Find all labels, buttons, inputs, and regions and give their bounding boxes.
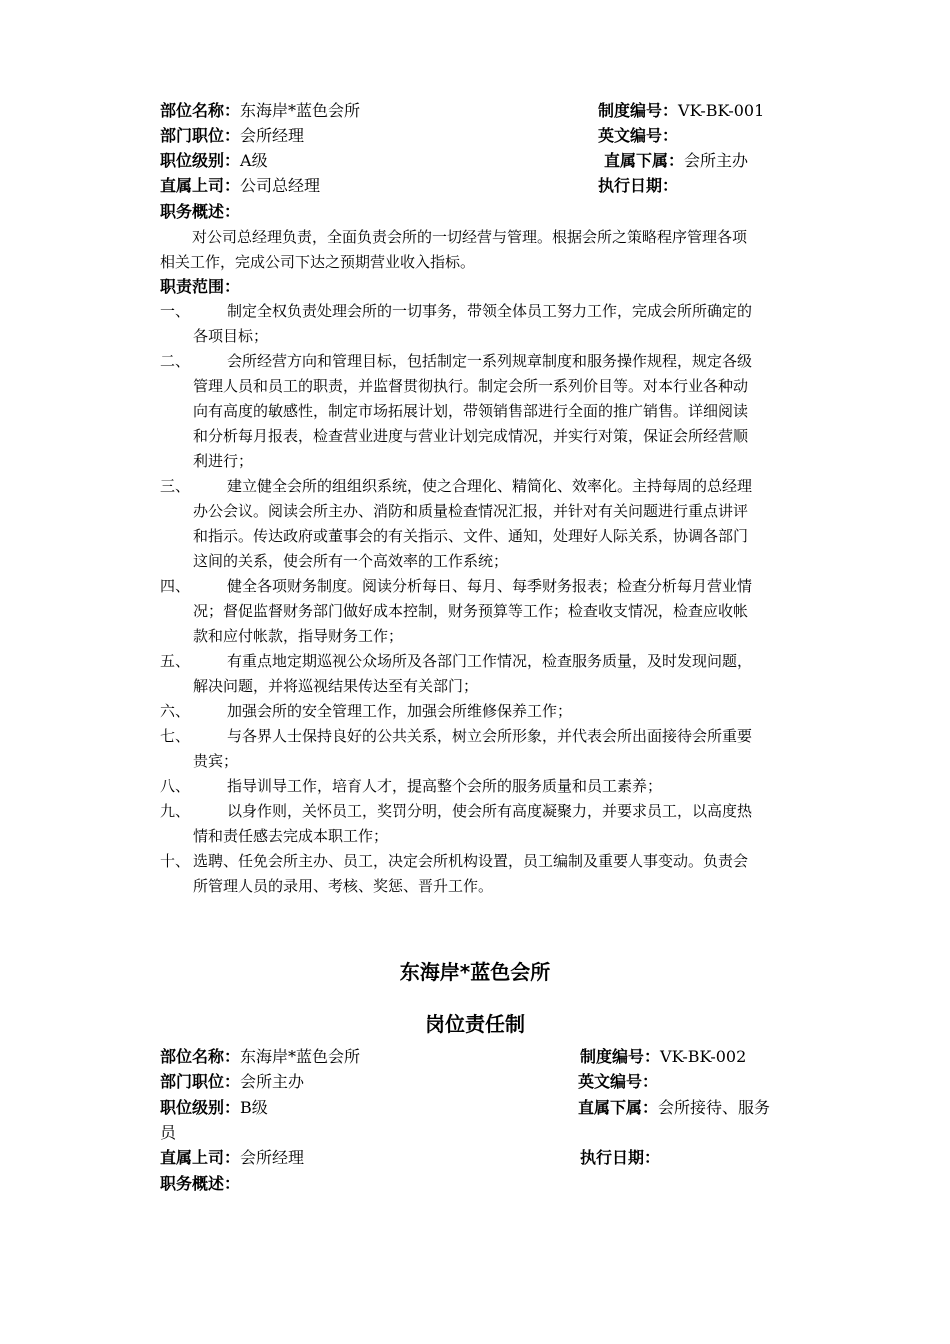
code-label: 制度编号： (598, 101, 679, 120)
item-line: 建立健全会所的组组织系统，使之合理化、精简化、效率化。主持每周的总经理 (227, 477, 753, 495)
item-line: 以身作则，关怀员工，奖罚分明，使会所有高度凝聚力，并要求员工，以高度热 (227, 802, 753, 820)
overview-line: 相关工作，完成公司下达之预期营业收入指标。 (160, 253, 476, 271)
dept-name-field (160, 1045, 360, 1069)
eng-code-field (598, 124, 678, 148)
scope-heading: 职责范围： (160, 277, 241, 296)
subordinate-value-wrap: 员 (160, 1123, 177, 1142)
subordinate-label: 直属下属： (604, 151, 685, 170)
scope-item (193, 799, 819, 849)
dept-name-value: 东海岸*蓝色会所 (240, 101, 361, 120)
level-label: 职位级别： (160, 151, 241, 170)
item-number: 七、 (160, 727, 191, 745)
subordinate-label: 直属下属： (578, 1098, 659, 1117)
code-value: VK-BK-002 (660, 1047, 747, 1066)
scope-item (193, 349, 819, 474)
item-line: 选聘、任免会所主办、员工，决定会所机构设置，员工编制及重要人事变动。负责会 (193, 852, 749, 870)
position-field (160, 1070, 304, 1094)
level-value: B级 (240, 1098, 268, 1117)
item-number: 五、 (160, 652, 191, 670)
subordinate-value: 会所主办 (684, 151, 749, 170)
superior-label: 直属上司： (160, 176, 241, 195)
superior-field (160, 1146, 304, 1170)
exec-date-field (580, 1146, 660, 1170)
item-number: 八、 (160, 777, 191, 795)
item-number: 十、 (160, 852, 191, 870)
subordinate-value: 会所接待、服务 (658, 1098, 771, 1117)
overview-text (160, 225, 820, 275)
item-line: 利进行； (193, 452, 254, 470)
subordinate-field (578, 1096, 770, 1120)
item-line: 款和应付帐款，指导财务工作； (193, 627, 404, 645)
item-line: 和分析每月报表，检查营业进度与营业计划完成情况，并实行对策，保证会所经营顺 (193, 427, 749, 445)
subordinate-wrap (160, 1121, 176, 1145)
item-line: 和指示。传达政府或董事会的有关指示、文件、通知，处理好人际关系，协调各部门 (193, 527, 749, 545)
level-field (160, 1096, 268, 1120)
overview-heading: 职务概述： (160, 202, 241, 221)
eng-code-label: 英文编号： (578, 1072, 659, 1091)
item-line: 制定全权负责处理会所的一切事务，带领全体员工努力工作，完成会所所确定的 (227, 302, 753, 320)
item-number: 二、 (160, 352, 191, 370)
item-line: 向有高度的敏感性，制定市场拓展计划，带领销售部进行全面的推广销售。详细阅读 (193, 402, 749, 420)
item-line: 指导训导工作，培育人才，提高整个会所的服务质量和员工素养； (227, 777, 663, 795)
exec-date-label: 执行日期： (580, 1148, 661, 1167)
eng-code-label: 英文编号： (598, 126, 679, 145)
item-line: 所管理人员的录用、考核、奖惩、晋升工作。 (193, 877, 494, 895)
doc-subtitle: 岗位责任制 (425, 1012, 525, 1036)
overview-heading: 职务概述： (160, 1174, 241, 1193)
position-value: 会所主办 (240, 1072, 305, 1091)
scope-item (193, 774, 819, 799)
superior-label: 直属上司： (160, 1148, 241, 1167)
item-number: 一、 (160, 302, 191, 320)
eng-code-field (578, 1070, 658, 1094)
superior-field (160, 174, 320, 198)
item-line: 况；督促监督财务部门做好成本控制，财务预算等工作；检查收支情况，检查应收帐 (193, 602, 749, 620)
exec-date-label: 执行日期： (598, 176, 679, 195)
subordinate-field (604, 149, 748, 173)
item-line: 办公会议。阅读会所主办、消防和质量检查情况汇报，并针对有关问题进行重点讲评 (193, 502, 749, 520)
item-number: 六、 (160, 702, 191, 720)
level-field (160, 149, 268, 173)
code-field (580, 1045, 746, 1069)
position-label: 部门职位： (160, 1072, 241, 1091)
exec-date-field (598, 174, 678, 198)
item-line: 加强会所的安全管理工作，加强会所维修保养工作； (227, 702, 573, 720)
scope-item (193, 699, 819, 724)
code-label: 制度编号： (580, 1047, 661, 1066)
item-line: 解决问题，并将巡视结果传达至有关部门； (193, 677, 479, 695)
item-line: 贵宾； (193, 752, 239, 770)
item-line: 与各界人士保持良好的公共关系，树立会所形象，并代表会所出面接待会所重要 (227, 727, 753, 745)
dept-name-value: 东海岸*蓝色会所 (240, 1047, 361, 1066)
dept-name-label: 部位名称： (160, 1047, 241, 1066)
position-field (160, 124, 304, 148)
scope-item (193, 574, 819, 649)
position-value: 会所经理 (240, 126, 305, 145)
item-number: 四、 (160, 577, 191, 595)
code-value: VK-BK-001 (678, 101, 765, 120)
item-line: 管理人员和员工的职责，并监督贯彻执行。制定会所一系列价目等。对本行业各种动 (193, 377, 749, 395)
dept-name-label: 部位名称： (160, 101, 241, 120)
scope-item (193, 299, 819, 349)
scope-item (193, 849, 819, 899)
item-line: 各项目标； (193, 327, 269, 345)
doc-title: 东海岸*蓝色会所 (399, 960, 551, 984)
level-label: 职位级别： (160, 1098, 241, 1117)
item-line: 这间的关系，使会所有一个高效率的工作系统； (193, 552, 509, 570)
scope-item (193, 649, 819, 699)
item-line: 健全各项财务制度。阅读分析每日、每月、每季财务报表；检查分析每月营业情 (227, 577, 753, 595)
item-line: 会所经营方向和管理目标，包括制定一系列规章制度和服务操作规程，规定各级 (227, 352, 753, 370)
item-number: 三、 (160, 477, 191, 495)
position-label: 部门职位： (160, 126, 241, 145)
superior-value: 会所经理 (240, 1148, 305, 1167)
item-line: 情和责任感去完成本职工作； (193, 827, 389, 845)
item-line: 有重点地定期巡视公众场所及各部门工作情况，检查服务质量，及时发现问题， (227, 652, 753, 670)
scope-item (193, 724, 819, 774)
superior-value: 公司总经理 (240, 176, 321, 195)
overview-line: 对公司总经理负责，全面负责会所的一切经营与管理。根据会所之策略程序管理各项 (192, 228, 748, 246)
dept-name-field (160, 99, 360, 123)
code-field (598, 99, 764, 123)
scope-item (193, 474, 819, 574)
level-value: A级 (240, 151, 268, 170)
item-number: 九、 (160, 802, 191, 820)
